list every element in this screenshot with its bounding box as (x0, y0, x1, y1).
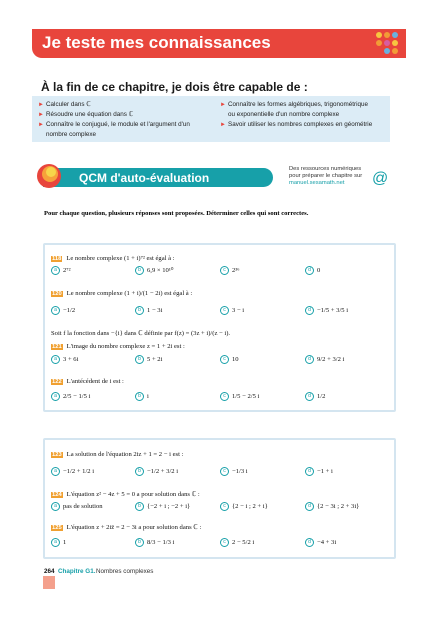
goal-item-cont (220, 110, 388, 120)
decorative-dots (374, 30, 404, 56)
option-text: 0 (317, 267, 321, 275)
option-text: −1/2 + 3/2 i (147, 468, 179, 476)
option-text: −4 + 3i (317, 539, 337, 547)
resources-line: Des ressources numériques (289, 166, 362, 172)
option-d[interactable]: d 9/2 + 3/2 i (305, 355, 344, 364)
question-120 (51, 290, 192, 297)
option-text: 6,9 × 10¹⁰ (147, 267, 174, 275)
question-number: 120 (52, 291, 62, 297)
question-125 (51, 523, 201, 531)
question-text: L'image du nombre complexe z = 1 + 2i est : (66, 343, 185, 350)
question-122 (51, 378, 124, 385)
question-123 (51, 451, 183, 458)
option-text: 2/5 − 1/5 i (63, 393, 91, 401)
question-number: 118 (52, 256, 62, 262)
option-d[interactable]: d {2 − 3i ; 2 + 3i} (305, 502, 359, 511)
question-number: 123 (52, 452, 62, 458)
option-a[interactable]: a 1 (51, 538, 66, 547)
option-c[interactable]: c 2 − 5/2 i (220, 538, 254, 547)
question-box-1 (43, 243, 396, 412)
question-124 (51, 490, 200, 498)
qcm-header (43, 168, 273, 187)
option-text: −1 + i (317, 468, 333, 476)
question-number: 122 (52, 379, 62, 385)
option-text: 3 + 6i (63, 356, 79, 364)
resources-link[interactable]: manuel.sesamath.net (289, 180, 345, 186)
option-b[interactable]: b 6,9 × 10¹⁰ (135, 266, 173, 275)
question-text: La solution de l'équation 2iz + 1 = 2 − i est : (66, 451, 184, 458)
footer-decoration (43, 576, 55, 589)
option-c[interactable]: c 10 (220, 355, 239, 364)
option-text: 1/5 − 2/5 i (232, 393, 260, 401)
at-icon: @ (372, 170, 389, 187)
goal-item-cont (38, 130, 216, 140)
option-a[interactable]: a pas de solution (51, 502, 103, 511)
option-text: 1/2 (317, 393, 326, 401)
option-c[interactable]: c {2 − i ; 2 + i} (220, 502, 268, 511)
qcm-title: QCM d'auto-évaluation (79, 171, 210, 185)
goal-text: Connaître le conjugué, le module et l'argument d'un (46, 121, 190, 128)
qcm-logo-icon (36, 163, 62, 189)
option-c[interactable]: c −1/3 i (220, 467, 248, 476)
option-text: −1/2 (63, 307, 76, 315)
goals-left (38, 100, 216, 140)
question-121 (51, 343, 185, 350)
option-b[interactable]: b 5 + 2i (135, 355, 162, 364)
goal-item: ► Connaître le conjugué, le module et l'argument d'un (38, 121, 190, 128)
goal-text: Calculer dans ℂ (46, 101, 91, 108)
question-box-2 (43, 438, 396, 559)
option-c[interactable]: c 1/5 − 2/5 i (220, 392, 259, 401)
chapter-subject: Nombres complexes (96, 568, 154, 575)
goal-text: nombre complexe (46, 131, 97, 138)
goals-title: À la fin de ce chapitre, je dois être capable de : (41, 80, 308, 94)
goal-text: Savoir utiliser les nombres complexes en géométrie (228, 121, 373, 128)
option-d[interactable]: d −4 + 3i (305, 538, 336, 547)
option-a[interactable]: a −1/2 + 1/2 i (51, 467, 94, 476)
option-text: −1/3 i (232, 468, 248, 476)
option-text: 1 (63, 539, 67, 547)
option-c[interactable]: c 2³⁶ (220, 266, 240, 275)
option-text: 8/3 − 1/3 i (147, 539, 175, 547)
goal-text: Connaître les formes algébriques, trigonométrique (228, 101, 369, 108)
option-a[interactable]: a 2/5 − 1/5 i (51, 392, 90, 401)
goals-box (32, 96, 390, 142)
question-text: L'équation z² − 4z + 5 = 0 a pour solution dans ℂ : (66, 491, 200, 498)
option-c[interactable]: c 3 − i (220, 306, 244, 315)
instructions: Pour chaque question, plusieurs réponses sont proposées. Déterminer celles qui sont correctes. (44, 210, 309, 217)
option-text: i (147, 393, 149, 401)
question-text: Le nombre complexe (1 + i)⁷² est égal à : (66, 255, 175, 262)
option-text: 3 − i (232, 307, 245, 315)
banner-title: Je teste mes connaissances (42, 33, 271, 52)
question-number: 121 (52, 344, 62, 350)
option-text: 5 + 2i (147, 356, 163, 364)
option-a[interactable]: a 2⁷² (51, 266, 71, 275)
option-text: 9/2 + 3/2 i (317, 356, 345, 364)
chapter-banner (32, 29, 406, 58)
goal-item: ► Connaître les formes algébriques, trigonométrique (220, 101, 369, 108)
option-text: 1 − 3i (147, 307, 163, 315)
option-b[interactable]: b {−2 + i ; −2 + i} (135, 502, 190, 511)
option-text: 10 (232, 356, 239, 364)
option-d[interactable]: d −1/5 + 3/5 i (305, 306, 348, 315)
option-text: pas de solution (63, 503, 103, 511)
option-text: 2 − 5/2 i (232, 539, 255, 547)
option-b[interactable]: b −1/2 + 3/2 i (135, 467, 178, 476)
question-text: L'équation z + 2iz̄ = 2 − 3i a pour solution dans ℂ : (66, 524, 202, 531)
option-text: {2 − i ; 2 + i} (232, 503, 268, 511)
resources-line: pour préparer le chapitre sur (289, 173, 363, 179)
function-definition: Soit f la fonction dans −{i} dans ℂ définie par f(z) = (3z + i)/(z − i). (51, 330, 231, 337)
option-text: {2 − 3i ; 2 + 3i} (317, 503, 360, 511)
option-text: 2⁷² (63, 267, 71, 275)
option-b[interactable]: b 1 − 3i (135, 306, 162, 315)
goal-item: ► Résoudre une équation dans ℂ (38, 111, 134, 118)
resources-note (289, 166, 362, 187)
question-118 (51, 255, 175, 262)
option-text: {−2 + i ; −2 + i} (147, 503, 191, 511)
page-number: 264 (44, 568, 55, 575)
option-d[interactable]: d 0 (305, 266, 320, 275)
goal-item: ► Savoir utiliser les nombres complexes en géométrie (220, 121, 373, 128)
chapter-label: Chapitre G1. (58, 568, 96, 575)
option-d[interactable]: d 1/2 (305, 392, 325, 401)
question-number: 124 (52, 492, 62, 498)
goals-right (220, 100, 388, 130)
question-text: L'antécédent de i est : (66, 378, 124, 385)
option-text: −1/5 + 3/5 i (317, 307, 349, 315)
option-b[interactable]: b i (135, 392, 149, 401)
option-text: 2³⁶ (232, 267, 240, 275)
goal-text: ou exponentielle d'un nombre complexe (228, 111, 340, 118)
question-number: 125 (52, 525, 62, 531)
goal-text: Résoudre une équation dans ℂ (46, 111, 134, 118)
option-a[interactable]: a −1/2 (51, 306, 75, 315)
option-d[interactable]: d −1 + i (305, 467, 333, 476)
option-a[interactable]: a 3 + 6i (51, 355, 78, 364)
goal-item: ► Calculer dans ℂ (38, 101, 91, 108)
question-text: Le nombre complexe (1 + i)/(1 − 2i) est égal à : (66, 290, 193, 297)
option-b[interactable]: b 8/3 − 1/3 i (135, 538, 174, 547)
option-text: −1/2 + 1/2 i (63, 468, 95, 476)
